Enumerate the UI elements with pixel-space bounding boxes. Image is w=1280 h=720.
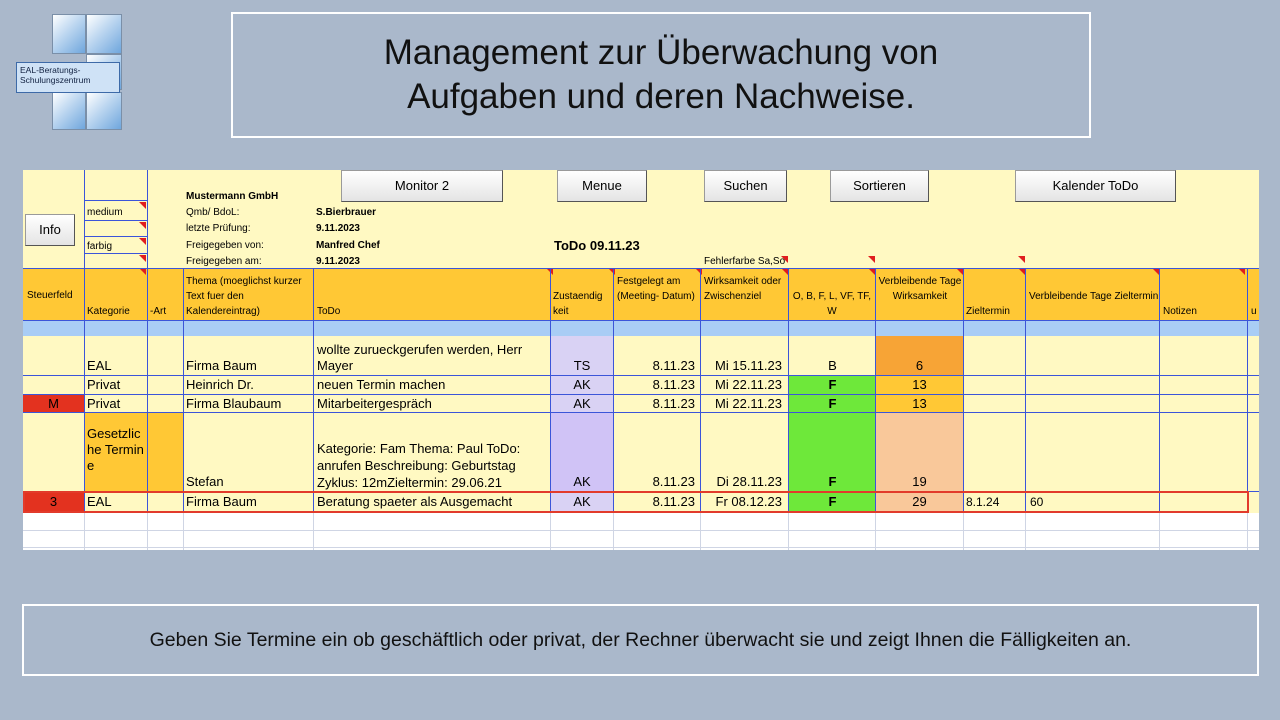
logo-block	[86, 92, 122, 130]
cell-thema[interactable]: Firma Baum	[186, 494, 257, 509]
cell-zustaendig[interactable]: AK	[573, 494, 591, 509]
freigegeben-am-value: 9.11.2023	[316, 256, 360, 267]
cell-obf[interactable]: F	[828, 377, 837, 392]
cell-todo[interactable]: neuen Termin machen	[317, 377, 446, 392]
cell-todo[interactable]: wollte zurueckgerufen werden, Herr Mayer	[317, 342, 523, 373]
cell-thema[interactable]: Firma Baum	[186, 358, 257, 373]
cell-festgelegt[interactable]: 8.11.23	[652, 377, 695, 392]
kalender-todo-button[interactable]: Kalender ToDo	[1015, 170, 1176, 202]
cell-festgelegt[interactable]: 8.11.23	[652, 396, 695, 411]
logo-text-line1: EAL-Beratungs-	[20, 65, 81, 75]
logo-label	[16, 62, 120, 93]
header-thema: Thema (moeglichst kurzer Text fuer den Kalendereintrag)	[186, 276, 302, 317]
cell-obf[interactable]: F	[828, 474, 837, 489]
page-title: Management zur Überwachung von Aufgaben und deren Nachweise.	[383, 33, 939, 116]
monitor-button[interactable]: Monitor 2	[341, 170, 503, 202]
header-steuerfeld: Steuerfeld	[27, 290, 73, 301]
cell-thema[interactable]: Stefan	[186, 474, 224, 489]
menue-button[interactable]: Menue	[557, 170, 647, 202]
cell-festgelegt[interactable]: 8.11.23	[652, 494, 695, 509]
cell-thema[interactable]: Heinrich Dr.	[186, 377, 254, 392]
cell-kategorie[interactable]: EAL	[87, 494, 112, 509]
cell-zustaendig[interactable]: AK	[573, 396, 591, 411]
cell-verbleibend[interactable]: 13	[912, 396, 927, 411]
header-notizen: Notizen	[1163, 306, 1197, 317]
cell-steuerfeld[interactable]: 3	[49, 494, 58, 509]
header-wirksamkeit: Wirksamkeit oder Zwischenziel	[704, 276, 782, 302]
footer-box	[22, 604, 1259, 676]
company-logo	[14, 14, 126, 132]
footer-text: Geben Sie Termine ein ob geschäftlich oder privat, der Rechner überwacht sie und zeigt Ihnen die Fälligkeiten an.	[149, 628, 1132, 651]
header-verbleibend-zieltermin: Verbleibende Tage Zieltermin	[1029, 291, 1159, 302]
cell-kategorie[interactable]: Gesetzliche Termine	[87, 426, 144, 473]
header-todo: ToDo	[317, 306, 341, 317]
cell-verbleibend-zieltermin[interactable]: 60	[1030, 495, 1044, 509]
qmb-value: S.Bierbrauer	[316, 207, 377, 218]
cell-zustaendig[interactable]: AK	[573, 474, 591, 489]
pruefung-value: 9.11.2023	[316, 223, 360, 234]
cell-kategorie[interactable]: Privat	[87, 396, 121, 411]
cell-wirksamkeit[interactable]: Di 28.11.23	[716, 474, 782, 489]
cell-verbleibend[interactable]: 19	[912, 474, 927, 489]
cell-steuerfeld[interactable]: M	[48, 396, 59, 411]
suchen-button[interactable]: Suchen	[704, 170, 787, 202]
header-zustaendig: Zustaendig keit	[553, 291, 603, 317]
logo-block	[86, 14, 122, 54]
cell-zustaendig[interactable]: AK	[573, 377, 591, 392]
freigegeben-von-value: Manfred Chef	[316, 240, 380, 251]
cell-zieltermin[interactable]: 8.1.24	[966, 495, 1000, 509]
fehlerfarbe-label: Fehlerfarbe Sa,So	[704, 256, 786, 267]
cell-wirksamkeit[interactable]: Mi 22.11.23	[715, 377, 782, 392]
cell-festgelegt[interactable]: 8.11.23	[652, 358, 695, 373]
cell-obf[interactable]: B	[828, 358, 837, 373]
header-obf: O, B, F, L, VF, TF, W	[792, 291, 872, 317]
cell-thema[interactable]: Firma Blaubaum	[186, 396, 282, 411]
header-festgelegt: Festgelegt am (Meeting- Datum)	[617, 276, 695, 302]
option-medium[interactable]: medium	[87, 207, 123, 218]
header-art: -Art	[150, 306, 167, 317]
pruefung-label: letzte Prüfung:	[186, 223, 251, 234]
cell-verbleibend[interactable]: 29	[912, 494, 927, 509]
sortieren-button[interactable]: Sortieren	[830, 170, 929, 202]
cell-obf[interactable]: F	[828, 396, 837, 411]
freigegeben-von-label: Freigegeben von:	[186, 240, 264, 251]
header-kategorie: Kategorie	[87, 306, 130, 317]
qmb-label: Qmb/ BdoL:	[186, 207, 240, 218]
cell-zustaendig[interactable]: TS	[573, 358, 591, 373]
header-zieltermin: Zieltermin	[966, 306, 1010, 317]
freigegeben-am-label: Freigegeben am:	[186, 256, 262, 267]
cell-todo[interactable]: Kategorie: Fam Thema: Paul ToDo: anrufen Beschreibung: Geburtstag Zyklus: 12mZieltermin: 29.06.21	[317, 441, 521, 490]
info-button[interactable]: Info	[25, 214, 75, 246]
logo-text-line2: Schulungszentrum	[20, 75, 91, 85]
cell-verbleibend[interactable]: 13	[912, 377, 927, 392]
cell-kategorie[interactable]: EAL	[87, 358, 112, 373]
cell-todo[interactable]: Mitarbeitergespräch	[317, 396, 432, 411]
cell-wirksamkeit[interactable]: Mi 15.11.23	[715, 358, 782, 373]
cell-todo[interactable]: Beratung spaeter als Ausgemacht	[317, 494, 513, 509]
todo-date: ToDo 09.11.23	[554, 238, 640, 253]
cell-festgelegt[interactable]: 8.11.23	[652, 474, 695, 489]
company-name: Mustermann GmbH	[186, 191, 279, 202]
option-farbig[interactable]: farbig	[87, 241, 113, 252]
cell-wirksamkeit[interactable]: Mi 22.11.23	[715, 396, 782, 411]
logo-block	[52, 14, 86, 54]
title-box	[231, 12, 1091, 138]
cell-kategorie[interactable]: Privat	[87, 377, 121, 392]
header-verbleibend-wirksamkeit: Verbleibende Tage Wirksamkeit	[878, 276, 962, 302]
spreadsheet	[23, 170, 1259, 550]
logo-block	[52, 92, 86, 130]
cell-verbleibend[interactable]: 6	[915, 358, 924, 373]
filter-band	[23, 321, 1259, 336]
cell-wirksamkeit[interactable]: Fr 08.12.23	[715, 494, 782, 509]
cell-obf[interactable]: F	[828, 494, 837, 509]
header-extra: u	[1251, 306, 1257, 317]
